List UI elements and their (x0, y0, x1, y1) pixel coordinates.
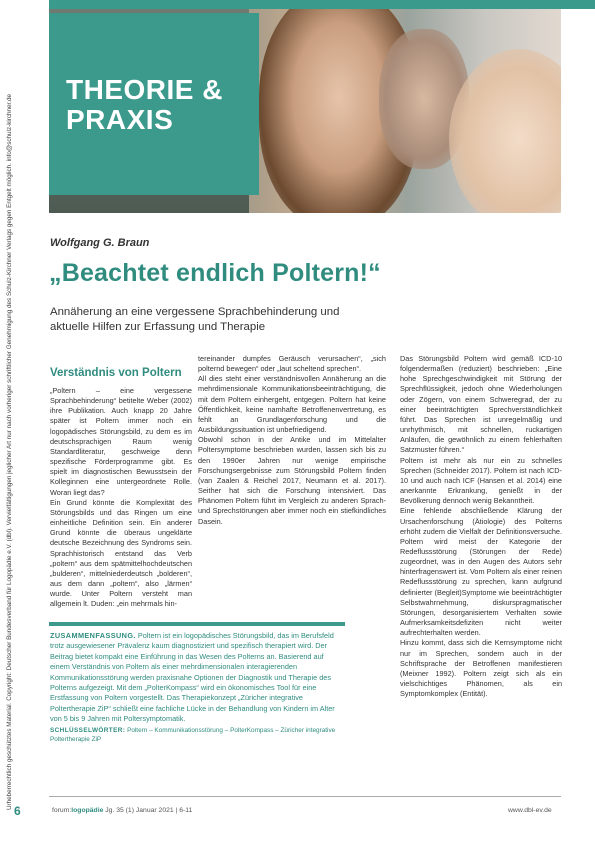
paragraph: Ein Grund könnte die Komplexität des Störungsbilds und das Ringen um eine einheitliche Definition sein. Ein anderer Grund könnte die überaus ungeklärte deutsche Bezeichnung des Syndroms sein. Sprachhistorisch entstand das Verb „poltern“ aus dem spätmittelhochdeutschen „bulderen“, mittelniederdeutsch „bolderen“, aus dem dann „poltern“, also „lärmen“ wurde. Unter Poltern versteht man allgemein lt. Duden: „ein mehrmals hin- (50, 497, 192, 609)
text-column-1 (50, 366, 192, 609)
journal-brand: logopädie (71, 807, 104, 814)
website-link[interactable]: www.dbl-ev.de (508, 807, 552, 814)
section-label-line1: THEORIE & (66, 74, 223, 105)
journal-issue: Jg. 35 (1) Januar 2021 | 6-11 (105, 807, 193, 814)
journal-prefix: forum: (52, 807, 72, 814)
keywords (50, 726, 340, 745)
summary-label: ZUSAMMENFASSUNG. (50, 631, 136, 640)
paragraph: „Poltern – eine vergessene Sprachbehinderung“ betitelte Weber (2002) ihre Publikation. Auch knapp 20 Jahre später ist Poltern immer noch ein logopädisches Störungsbild, zu dem es im deutschsprachigen Raum wenig Standardliteratur, geschweige denn spezifische Förderprogramme gibt. Es spielt im diagnostischen Bewusstsein der Kolleginnen eine untergeordnete Rolle. Woran liegt das? (50, 386, 192, 497)
paragraph: Das Störungsbild Poltern wird gemäß ICD-10 folgendermaßen (reduziert) beschrieben: „Eine hohe Sprechgeschwindigkeit mit Störung der Sprechflüssigkeit, jedoch ohne Wiederholungen oder Zögern, von einem Schweregrad, der zu einer beeinträchtigten Sprechverständlichkeit führt. Das Sprechen ist unregelmäßig und unrhythmisch, mit schnellen, ruckartigen Anläufen, die gewöhnlich zu einem fehlerhaften Satzmuster führen.“ (400, 354, 562, 455)
summary-text (50, 631, 340, 725)
text-column-2 (198, 354, 386, 527)
summary-divider (49, 622, 345, 626)
journal-info (52, 807, 192, 814)
paragraph: Obwohl schon in der Antike und im Mittelalter Poltersymptome beschrieben wurden, lassen sich bis zu den 1990er Jahren nur wenige empirische Forschungsergebnisse zum Störungsbild Poltern finden (van Zaalen & Reichel 2017, Neumann et al. 2017). Seither hat sich die Forschung intensiviert. Das Phänomen Poltern führt im Vergleich zu anderen Sprach- und Sprechstörungen aber immer noch ein stiefkindliches Dasein. (198, 435, 386, 526)
section-label-box (49, 13, 259, 195)
summary-box (50, 631, 340, 745)
paragraph: Poltern ist mehr als nur ein zu schnelles Sprechen (Schneider 2017). Poltern ist nach ICD-10 und auch nach ICF (Hansen et al. 2014) eine anerkannte Erkrankung, genießt in der Bevölkerung dennoch wenig Bekanntheit. (400, 455, 562, 506)
copyright-side-note: Urheberrechtlich geschütztes Material. Copyright: Deutscher Bundesverband für Logopädie e.V. (dbl). Vervielfältigungen jeglicher Art nur nach vorheriger schriftlicher Genehmigung des Schulz-Kirchner Verlags gegen Entgelt möglich. info@schulz-kirchner.de (6, 94, 13, 810)
summary-body: Poltern ist ein logopädisches Störungsbild, das im Berufsfeld trotz ausgewiesener Prävalenz kaum diagnostiziert und spezifisch therapiert wird. Der Beitrag bietet kompakt eine Einführung in das Wesen des Polterns an. Basierend auf einem Verständnis von Poltern als einer mehrdimensionalen interagierenden Kommunikationsstörung werden praxisnahe Optionen der Diagnostik und Therapie des Polterns aufgezeigt. Mit dem „PolterKompass“ wird ein ökonomisches Tool für eine Erstfassung von Poltern vorgestellt. Das Therapiekonzept „Züricher integrative Poltertherapie ZiP“ schließt eine fachliche Lücke in der Behandlung von Kindern im Alter von 5 bis 9 Jahren mit Poltersymptomatik. (50, 631, 335, 724)
paragraph: All dies steht einer verständnisvollen Annäherung an die mehrdimensionale Kommunikationsbeeinträchtigung, die mit dem Poltern einhergeht, entgegen. Poltern hat keine Öffentlichkeit, keine namhafte Betroffenenvertretung, es fehlt an Grundlagenforschung und die Ausbildungssituation ist unbefriedigend. (198, 374, 386, 435)
page-number: 6 (14, 804, 21, 818)
paragraph: tereinander dumpfes Geräusch verursachen“, „sich polternd bewegen“ oder „laut scheltend sprechen“. (198, 354, 386, 374)
top-accent-bar (49, 0, 595, 9)
article-subtitle: Annäherung an eine vergessene Sprachbehinderung und aktuelle Hilfen zur Erfassung und Therapie (50, 306, 340, 333)
keywords-list: Poltern – Kommunikationsstörung – PolterKompass – Züricher integrative Poltertherapie ZiP (50, 726, 336, 744)
section-heading: Verständnis von Poltern (50, 367, 182, 379)
article-title: „Beachtet endlich Poltern!“ (49, 259, 381, 287)
paragraph: Eine fehlende abschließende Klärung der Ursachenforschung (Ätiologie) des Polterns erhöht zudem die Vielfalt der Definitionsversuche. Poltern wird meist der Kategorie der Redeflussstörung (Störungen der Rede) zugeordnet, was in den Augen des Autors sehr hinterfragenswert ist. Vom Poltern als einer reinen Redeflussstörung zu sprechen, kann aufgrund definierter (Begleit)Symptome wie beeinträchtigter Selbstwahrnehmung, diskurspragmatischer Störungen, desorganisiertem Verhalten sowie Aufmerksamkeitsdefiziten nicht weiter aufrechterhalten werden. (400, 506, 562, 638)
paragraph: Hinzu kommt, dass sich die Kernsymptome nicht nur im Sprechen, sondern auch in der Schriftsprache der Betroffenen manifestieren (Meixner 1992). Poltern zeigt sich als ein vielschichtiges Phänomen, als ein Symptomkomplex (Entität). (400, 638, 562, 699)
section-label-line2: PRAXIS (66, 104, 174, 135)
footer-divider (49, 796, 561, 797)
keywords-label: SCHLÜSSELWÖRTER: (50, 726, 126, 734)
text-column-3 (400, 354, 562, 699)
author-name: Wolfgang G. Braun (50, 237, 150, 249)
